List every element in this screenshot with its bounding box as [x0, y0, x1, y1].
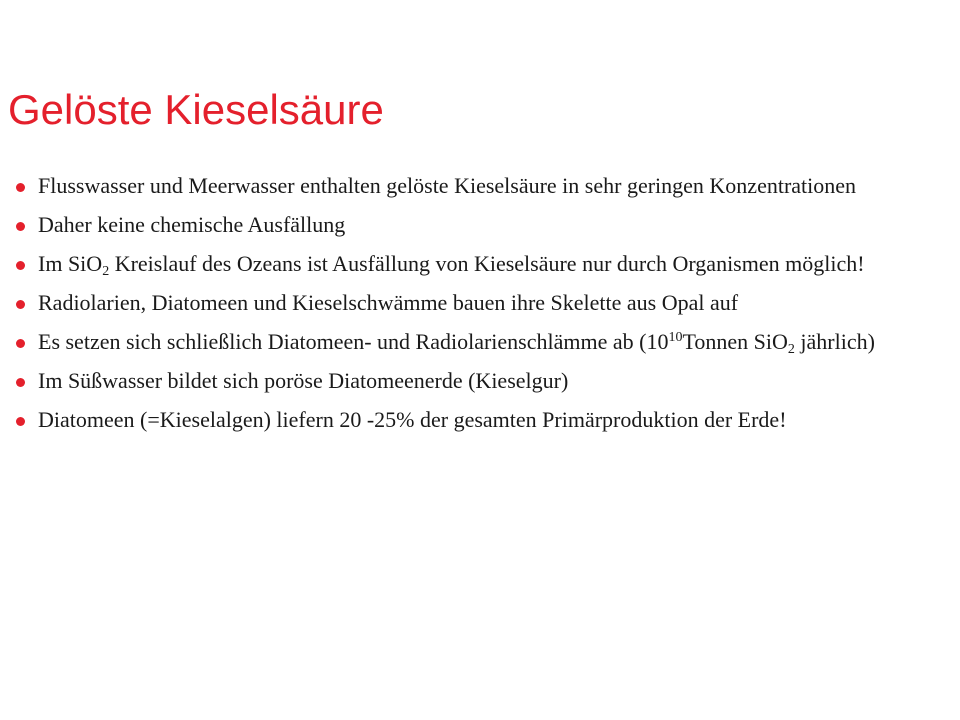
bullet-item: [16, 406, 916, 434]
slide-title: Gelöste Kieselsäure: [8, 86, 384, 133]
bullet-text: Flusswasser und Meerwasser enthalten gelöste Kieselsäure in sehr geringen Konzentrationen: [38, 173, 857, 198]
bullet-item: [16, 172, 916, 200]
bullet-text: Daher keine chemische Ausfällung: [38, 212, 346, 237]
bullet-text-part: Kreislauf des Ozeans ist Ausfällung von Kieselsäure nur durch Organismen möglich!: [109, 251, 865, 276]
bullet-list: [16, 172, 916, 445]
bullet-dot-icon: [16, 222, 25, 231]
subscript: 2: [102, 264, 110, 279]
bullet-dot-icon: [16, 417, 25, 426]
bullet-dot-icon: [16, 378, 25, 387]
subscript: 2: [787, 342, 795, 357]
bullet-item: [16, 211, 916, 239]
bullet-text-part: jährlich): [794, 329, 875, 354]
superscript: 10: [668, 330, 683, 345]
bullet-text: [38, 251, 865, 279]
bullet-text-part: Im SiO: [38, 251, 103, 276]
bullet-dot-icon: [16, 339, 25, 348]
bullet-text-part: Tonnen SiO: [682, 329, 788, 354]
bullet-text: Diatomeen (=Kieselalgen) liefern 20 -25% der gesamten Primärproduktion der Erde!: [38, 407, 787, 432]
bullet-item: [16, 250, 916, 278]
bullet-text-part: Es setzen sich schließlich Diatomeen- und Radiolarienschlämme ab (10: [38, 329, 669, 354]
bullet-dot-icon: [16, 183, 25, 192]
bullet-dot-icon: [16, 300, 25, 309]
bullet-text: Im Süßwasser bildet sich poröse Diatomeenerde (Kieselgur): [38, 368, 569, 393]
bullet-item: [16, 367, 916, 395]
bullet-item: [16, 289, 916, 317]
bullet-text: [38, 329, 875, 357]
bullet-dot-icon: [16, 261, 25, 270]
bullet-item: [16, 328, 916, 356]
bullet-text: Radiolarien, Diatomeen und Kieselschwämme bauen ihre Skelette aus Opal auf: [38, 290, 739, 315]
